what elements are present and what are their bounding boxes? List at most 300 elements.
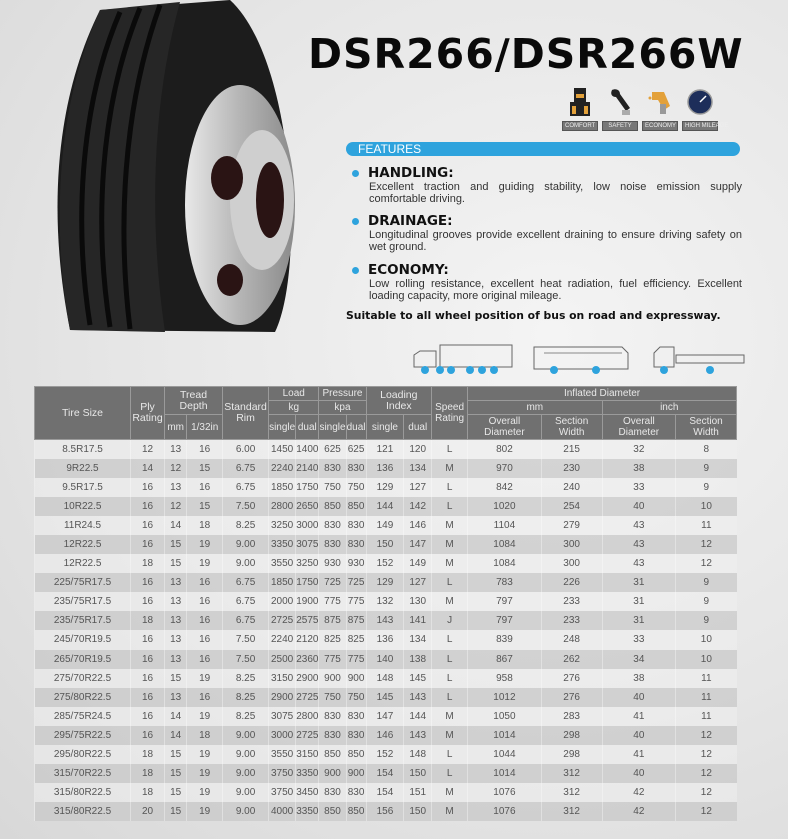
table-cell: 12	[676, 554, 737, 573]
table-cell: 850	[319, 802, 346, 821]
table-cell: 1076	[468, 802, 542, 821]
table-cell: 9.00	[223, 554, 269, 573]
col-speed-rating: Speed Rating	[432, 387, 468, 440]
table-row	[35, 726, 737, 745]
bullet-icon	[352, 170, 359, 177]
table-cell: 3350	[269, 535, 296, 554]
table-cell: 10	[676, 497, 737, 516]
table-cell: 15	[187, 497, 223, 516]
table-cell: L	[432, 688, 468, 707]
table-cell: 797	[468, 611, 542, 630]
table-cell: 750	[346, 478, 366, 497]
table-cell: 10	[676, 630, 737, 649]
table-cell: 970	[468, 459, 542, 478]
table-cell: 2650	[296, 497, 319, 516]
table-cell: 900	[319, 669, 346, 688]
table-cell: 150	[366, 535, 404, 554]
table-cell: 33	[602, 630, 676, 649]
table-cell: 1076	[468, 783, 542, 802]
col-standard-rim: Standard Rim	[223, 387, 269, 440]
table-cell: 283	[541, 707, 602, 726]
table-cell: 13	[165, 573, 187, 592]
table-cell: 16	[187, 592, 223, 611]
table-cell: 16	[131, 592, 165, 611]
table-cell: 19	[187, 802, 223, 821]
product-title: DSR266/DSR266W	[308, 30, 744, 78]
table-cell: 825	[346, 630, 366, 649]
table-row	[35, 478, 737, 497]
table-cell: 3550	[269, 745, 296, 764]
table-cell: 15	[165, 535, 187, 554]
table-cell: 235/75R17.5	[35, 611, 131, 630]
table-cell: 1750	[296, 573, 319, 592]
table-row	[35, 630, 737, 649]
table-cell: 43	[602, 554, 676, 573]
table-cell: 40	[602, 764, 676, 783]
table-cell: 15	[165, 554, 187, 573]
table-cell: 750	[319, 478, 346, 497]
table-cell: M	[432, 592, 468, 611]
table-cell: 9.00	[223, 802, 269, 821]
col-mm: mm	[468, 401, 602, 415]
table-cell: 134	[404, 459, 432, 478]
table-cell: L	[432, 573, 468, 592]
tire-image	[30, 0, 300, 335]
table-cell: L	[432, 440, 468, 459]
table-cell: 2725	[296, 726, 319, 745]
table-cell: 38	[602, 459, 676, 478]
table-cell: 1750	[296, 478, 319, 497]
table-cell: 3250	[296, 554, 319, 573]
table-cell: M	[432, 516, 468, 535]
table-cell: 12R22.5	[35, 554, 131, 573]
table-cell: 312	[541, 783, 602, 802]
table-row	[35, 459, 737, 478]
table-cell: 312	[541, 764, 602, 783]
col-index-single: single	[366, 415, 404, 440]
table-cell: 2800	[269, 497, 296, 516]
col-index-dual: dual	[404, 415, 432, 440]
table-cell: 725	[319, 573, 346, 592]
table-cell: 850	[346, 497, 366, 516]
table-cell: 2240	[269, 459, 296, 478]
table-cell: 295/80R22.5	[35, 745, 131, 764]
wrench-icon	[606, 84, 634, 120]
feature-economy: ECONOMY: Low rolling resistance, excellent heat radiation, fuel efficiency. Excellent loading capacity, more original mileage.	[352, 262, 742, 302]
table-cell: 38	[602, 669, 676, 688]
safety-badge: SAFETY	[602, 84, 638, 131]
table-cell: 127	[404, 478, 432, 497]
table-cell: 13	[165, 630, 187, 649]
high-mileage-badge: HIGH MILEAGE	[682, 84, 718, 131]
col-inch-overall: Overall Diameter	[602, 415, 676, 440]
table-cell: 129	[366, 478, 404, 497]
table-cell: 842	[468, 478, 542, 497]
table-cell: L	[432, 630, 468, 649]
table-cell: L	[432, 650, 468, 669]
table-cell: 10R22.5	[35, 497, 131, 516]
table-cell: 930	[346, 554, 366, 573]
suitability-note: Suitable to all wheel position of bus on road and expressway.	[346, 309, 721, 322]
table-cell: 1450	[269, 440, 296, 459]
table-cell: 11	[676, 688, 737, 707]
table-cell: 3750	[269, 783, 296, 802]
table-cell: M	[432, 535, 468, 554]
table-cell: 275/80R22.5	[35, 688, 131, 707]
table-cell: 134	[404, 630, 432, 649]
table-cell: 16	[131, 535, 165, 554]
table-cell: 3075	[296, 535, 319, 554]
vehicle-icons	[410, 343, 746, 377]
table-row	[35, 764, 737, 783]
feature-handling: HANDLING: Excellent traction and guiding stability, low noise emission supply comfortable driving.	[352, 165, 742, 205]
table-cell: 142	[404, 497, 432, 516]
table-row	[35, 573, 737, 592]
table-cell: 12	[676, 535, 737, 554]
table-cell: 19	[187, 535, 223, 554]
table-cell: 850	[346, 745, 366, 764]
table-row	[35, 497, 737, 516]
table-cell: 3350	[296, 802, 319, 821]
table-cell: 149	[404, 554, 432, 573]
table-cell: 775	[346, 592, 366, 611]
table-cell: 13	[165, 478, 187, 497]
table-cell: 12	[676, 745, 737, 764]
table-cell: 830	[346, 516, 366, 535]
table-cell: 147	[366, 707, 404, 726]
col-inflated-diameter: Inflated Diameter	[468, 387, 737, 401]
table-cell: 300	[541, 535, 602, 554]
table-cell: 830	[319, 783, 346, 802]
bullet-icon	[352, 218, 359, 225]
col-mm-overall: Overall Diameter	[468, 415, 542, 440]
table-cell: L	[432, 764, 468, 783]
table-cell: 16	[187, 688, 223, 707]
table-cell: 15	[165, 745, 187, 764]
table-cell: 3550	[269, 554, 296, 573]
table-cell: 2000	[269, 592, 296, 611]
table-cell: 775	[346, 650, 366, 669]
table-cell: 19	[187, 669, 223, 688]
table-cell: 11	[676, 669, 737, 688]
table-cell: 1850	[269, 573, 296, 592]
table-cell: 295/75R22.5	[35, 726, 131, 745]
table-cell: 2360	[296, 650, 319, 669]
feature-icons	[562, 84, 729, 131]
col-tread-32in: 1/32in	[187, 415, 223, 440]
table-cell: 245/70R19.5	[35, 630, 131, 649]
table-cell: 875	[319, 611, 346, 630]
table-row	[35, 516, 737, 535]
table-cell: 129	[366, 573, 404, 592]
col-tread-mm: mm	[165, 415, 187, 440]
table-cell: 830	[346, 707, 366, 726]
table-cell: 145	[404, 669, 432, 688]
col-load-single: single	[269, 415, 296, 440]
table-cell: 625	[319, 440, 346, 459]
table-cell: 2900	[296, 669, 319, 688]
table-cell: 12	[165, 497, 187, 516]
table-cell: 12	[676, 802, 737, 821]
table-cell: 127	[404, 573, 432, 592]
col-pressure: Pressure	[319, 387, 366, 401]
table-cell: 775	[319, 592, 346, 611]
table-cell: 14	[131, 459, 165, 478]
table-cell: 1050	[468, 707, 542, 726]
table-row	[35, 535, 737, 554]
table-cell: 144	[404, 707, 432, 726]
table-cell: 9.00	[223, 745, 269, 764]
table-cell: 230	[541, 459, 602, 478]
table-cell: 143	[366, 611, 404, 630]
table-cell: 2575	[296, 611, 319, 630]
table-cell: L	[432, 745, 468, 764]
table-cell: 10	[676, 650, 737, 669]
table-cell: 830	[346, 783, 366, 802]
table-cell: 147	[404, 535, 432, 554]
col-pressure-unit: kpa	[319, 401, 366, 415]
table-cell: 215	[541, 440, 602, 459]
table-cell: 16	[131, 630, 165, 649]
table-cell: M	[432, 459, 468, 478]
table-cell: 298	[541, 745, 602, 764]
table-cell: 16	[131, 497, 165, 516]
table-cell: 8.25	[223, 707, 269, 726]
bus-icon	[532, 343, 632, 377]
table-cell: 16	[131, 669, 165, 688]
table-cell: 254	[541, 497, 602, 516]
table-cell: 13	[165, 440, 187, 459]
col-load: Load	[269, 387, 319, 401]
table-cell: 150	[404, 764, 432, 783]
table-row	[35, 440, 737, 459]
table-cell: 31	[602, 611, 676, 630]
table-cell: 136	[366, 630, 404, 649]
table-cell: 3450	[296, 783, 319, 802]
table-cell: 6.75	[223, 459, 269, 478]
table-row	[35, 650, 737, 669]
table-cell: 3150	[296, 745, 319, 764]
table-cell: 6.00	[223, 440, 269, 459]
table-cell: M	[432, 726, 468, 745]
table-cell: 276	[541, 669, 602, 688]
table-cell: 2240	[269, 630, 296, 649]
table-cell: 3750	[269, 764, 296, 783]
table-cell: 4000	[269, 802, 296, 821]
table-cell: 830	[346, 459, 366, 478]
table-row	[35, 688, 737, 707]
table-cell: 43	[602, 516, 676, 535]
table-cell: 16	[187, 440, 223, 459]
table-cell: 830	[319, 707, 346, 726]
table-cell: 3075	[269, 707, 296, 726]
table-cell: 312	[541, 802, 602, 821]
table-cell: 3000	[269, 726, 296, 745]
table-cell: 19	[187, 783, 223, 802]
table-cell: 14	[165, 707, 187, 726]
table-cell: 2120	[296, 630, 319, 649]
table-cell: 120	[404, 440, 432, 459]
table-cell: 900	[346, 764, 366, 783]
table-cell: M	[432, 554, 468, 573]
table-cell: 15	[165, 783, 187, 802]
table-cell: 7.50	[223, 497, 269, 516]
table-cell: 1020	[468, 497, 542, 516]
table-cell: 11R24.5	[35, 516, 131, 535]
table-cell: 148	[404, 745, 432, 764]
table-cell: 265/70R19.5	[35, 650, 131, 669]
col-inch: inch	[602, 401, 737, 415]
table-cell: 40	[602, 688, 676, 707]
table-cell: 154	[366, 764, 404, 783]
table-cell: 830	[319, 726, 346, 745]
table-cell: 16	[131, 650, 165, 669]
table-cell: L	[432, 669, 468, 688]
table-cell: 248	[541, 630, 602, 649]
table-cell: 8.25	[223, 516, 269, 535]
table-cell: 900	[346, 669, 366, 688]
truck-trailer-icon	[410, 343, 514, 377]
table-cell: 34	[602, 650, 676, 669]
table-cell: 279	[541, 516, 602, 535]
table-cell: 8	[676, 440, 737, 459]
table-cell: 33	[602, 478, 676, 497]
speedometer-icon	[686, 84, 714, 120]
table-cell: 1084	[468, 554, 542, 573]
table-cell: 1084	[468, 535, 542, 554]
table-cell: 18	[131, 554, 165, 573]
table-cell: 3350	[296, 764, 319, 783]
table-cell: 8.25	[223, 688, 269, 707]
table-cell: 13	[165, 592, 187, 611]
table-cell: 875	[346, 611, 366, 630]
table-cell: 830	[319, 535, 346, 554]
table-cell: M	[432, 802, 468, 821]
table-cell: 20	[131, 802, 165, 821]
table-row	[35, 611, 737, 630]
table-cell: 6.75	[223, 573, 269, 592]
table-cell: 7.50	[223, 650, 269, 669]
table-cell: 315/70R22.5	[35, 764, 131, 783]
table-cell: 15	[187, 459, 223, 478]
table-cell: 300	[541, 554, 602, 573]
table-cell: 830	[346, 726, 366, 745]
table-cell: 315/80R22.5	[35, 802, 131, 821]
table-cell: 625	[346, 440, 366, 459]
table-cell: 226	[541, 573, 602, 592]
table-cell: 12	[676, 726, 737, 745]
comfort-badge: COMFORT	[562, 84, 598, 131]
table-cell: 132	[366, 592, 404, 611]
table-cell: 2725	[296, 688, 319, 707]
table-cell: 1012	[468, 688, 542, 707]
table-cell: 8.25	[223, 669, 269, 688]
col-pressure-single: single	[319, 415, 346, 440]
table-cell: 1014	[468, 726, 542, 745]
table-cell: 7.50	[223, 630, 269, 649]
table-cell: 16	[131, 688, 165, 707]
table-cell: 225/75R17.5	[35, 573, 131, 592]
table-cell: 12R22.5	[35, 535, 131, 554]
table-cell: 12	[676, 783, 737, 802]
table-cell: 2900	[269, 688, 296, 707]
table-cell: 13	[165, 611, 187, 630]
table-cell: 9	[676, 611, 737, 630]
table-cell: 32	[602, 440, 676, 459]
table-cell: L	[432, 497, 468, 516]
col-tire-size: Tire Size	[35, 387, 131, 440]
table-cell: 276	[541, 688, 602, 707]
table-cell: 797	[468, 592, 542, 611]
table-cell: 830	[319, 516, 346, 535]
col-loading-index: Loading Index	[366, 387, 432, 415]
table-cell: 16	[131, 573, 165, 592]
bullet-icon	[352, 267, 359, 274]
table-row	[35, 707, 737, 726]
table-cell: 15	[165, 802, 187, 821]
table-cell: 18	[131, 783, 165, 802]
table-cell: 9.00	[223, 783, 269, 802]
table-cell: 262	[541, 650, 602, 669]
table-cell: 6.75	[223, 478, 269, 497]
table-cell: 146	[404, 516, 432, 535]
table-cell: 15	[165, 764, 187, 783]
table-cell: 31	[602, 592, 676, 611]
spec-table-body	[35, 440, 737, 822]
table-cell: 16	[187, 630, 223, 649]
table-cell: 6.75	[223, 592, 269, 611]
table-cell: 41	[602, 745, 676, 764]
table-cell: 141	[404, 611, 432, 630]
table-cell: M	[432, 783, 468, 802]
table-cell: 850	[319, 497, 346, 516]
table-cell: 13	[165, 650, 187, 669]
table-cell: 40	[602, 726, 676, 745]
table-cell: 18	[131, 745, 165, 764]
table-cell: 18	[131, 611, 165, 630]
table-cell: 958	[468, 669, 542, 688]
table-cell: 233	[541, 611, 602, 630]
table-cell: 1044	[468, 745, 542, 764]
flatbed-truck-icon	[650, 343, 746, 377]
table-cell: 9.00	[223, 726, 269, 745]
table-cell: 19	[187, 707, 223, 726]
table-cell: 19	[187, 764, 223, 783]
table-row	[35, 669, 737, 688]
table-cell: 16	[187, 478, 223, 497]
table-row	[35, 554, 737, 573]
table-cell: 11	[676, 707, 737, 726]
table-cell: 40	[602, 497, 676, 516]
table-cell: 9	[676, 573, 737, 592]
table-cell: 825	[319, 630, 346, 649]
table-cell: 138	[404, 650, 432, 669]
table-cell: 3000	[296, 516, 319, 535]
table-cell: 9.5R17.5	[35, 478, 131, 497]
table-cell: 1400	[296, 440, 319, 459]
table-cell: 15	[165, 669, 187, 688]
table-cell: 233	[541, 592, 602, 611]
table-cell: 240	[541, 478, 602, 497]
table-cell: 315/80R22.5	[35, 783, 131, 802]
table-cell: 298	[541, 726, 602, 745]
table-cell: 130	[404, 592, 432, 611]
table-cell: 19	[187, 745, 223, 764]
table-cell: 802	[468, 440, 542, 459]
table-cell: 2140	[296, 459, 319, 478]
table-cell: 42	[602, 802, 676, 821]
table-cell: 1104	[468, 516, 542, 535]
